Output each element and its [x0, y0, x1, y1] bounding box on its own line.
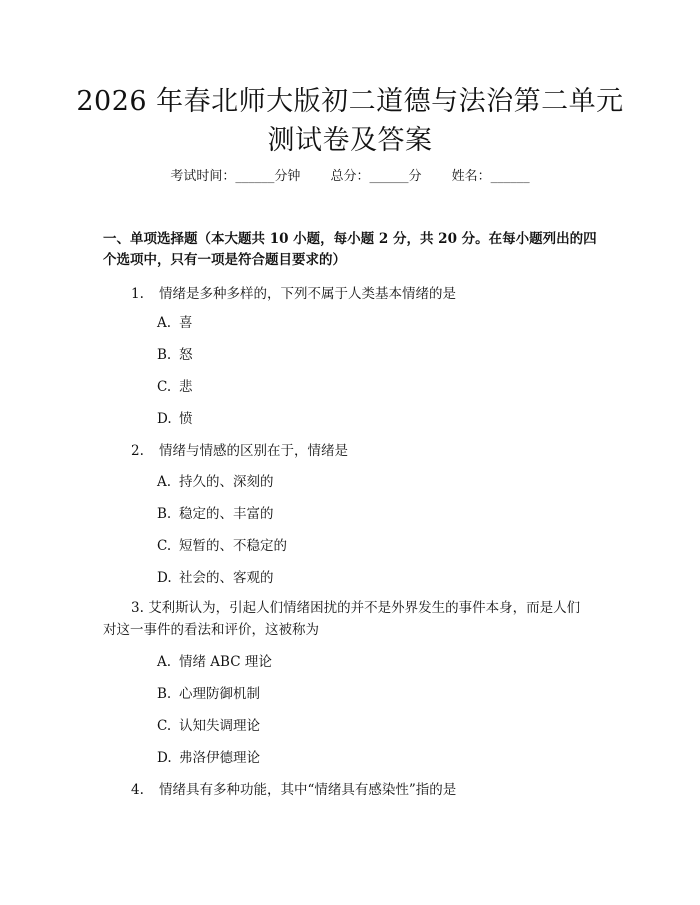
option-text: 心理防御机制 — [179, 686, 260, 702]
option-text: 喜 — [179, 315, 193, 331]
option-letter: C. — [157, 379, 172, 395]
section-heading — [103, 229, 603, 271]
question-1-option-d — [157, 410, 193, 428]
question-4 — [131, 780, 456, 801]
question-2 — [131, 441, 348, 462]
option-text: 持久的、深刻的 — [179, 474, 274, 490]
question-text: 情绪是多种多样的，下列不属于人类基本情绪的是 — [159, 286, 456, 302]
question-number: 2. — [131, 443, 144, 459]
question-number: 3. — [131, 600, 144, 616]
question-3-option-b — [157, 685, 260, 703]
option-text: 认知失调理论 — [179, 718, 260, 734]
question-3 — [103, 598, 603, 619]
option-text: 情绪 ABC 理论 — [179, 654, 272, 670]
option-letter: D. — [157, 750, 172, 766]
title-line-2: 测试卷及答案 — [267, 125, 433, 156]
question-3-option-c — [157, 717, 260, 735]
option-text: 愤 — [179, 411, 193, 427]
option-text: 悲 — [179, 379, 193, 395]
question-2-option-c — [157, 537, 287, 555]
option-text: 弗洛伊德理论 — [179, 750, 260, 766]
question-1-option-c — [157, 378, 193, 396]
option-text: 怒 — [179, 347, 193, 363]
question-3-continuation — [103, 620, 319, 641]
option-text: 社会的、客观的 — [179, 570, 274, 586]
section-heading-line-2: 个选项中，只有一项是符合题目要求的） — [103, 252, 346, 268]
name-field: 姓名：______ — [451, 169, 530, 184]
exam-time-field: 考试时间：______分钟 — [170, 169, 301, 184]
option-text: 稳定的、丰富的 — [179, 506, 274, 522]
question-1-option-a — [157, 314, 193, 332]
question-number: 1. — [131, 286, 144, 302]
option-text: 短暂的、不稳定的 — [179, 538, 287, 554]
question-2-option-d — [157, 569, 274, 587]
option-letter: C. — [157, 718, 172, 734]
title-line-1: 2026 年春北师大版初二道德与法治第二单元 — [76, 86, 624, 117]
question-text-line-2: 对这一事件的看法和评价，这被称为 — [103, 622, 319, 638]
option-letter: A. — [157, 474, 172, 490]
question-2-option-a — [157, 473, 274, 491]
option-letter: B. — [157, 506, 172, 522]
option-letter: D. — [157, 411, 172, 427]
question-3-option-d — [157, 749, 260, 767]
option-letter: A. — [157, 315, 172, 331]
question-2-option-b — [157, 505, 274, 523]
option-letter: C. — [157, 538, 172, 554]
question-text: 情绪与情感的区别在于，情绪是 — [159, 443, 348, 459]
option-letter: B. — [157, 686, 172, 702]
question-1-option-b — [157, 346, 193, 364]
option-letter: A. — [157, 654, 172, 670]
total-score-field: 总分：______分 — [330, 169, 422, 184]
question-text-line-1: 艾利斯认为，引起人们情绪困扰的并不是外界发生的事件本身，而是人们 — [148, 600, 581, 616]
option-letter: B. — [157, 347, 172, 363]
section-heading-line-1: 一、单项选择题（本大题共 10 小题，每小题 2 分，共 20 分。在每小题列出的四 — [103, 231, 597, 247]
question-1 — [131, 284, 456, 305]
exam-meta — [0, 168, 700, 186]
option-letter: D. — [157, 570, 172, 586]
question-number: 4. — [131, 782, 144, 798]
document-title — [60, 82, 640, 160]
question-3-option-a — [157, 653, 272, 671]
question-text: 情绪具有多种功能，其中“情绪具有感染性”指的是 — [159, 782, 457, 798]
